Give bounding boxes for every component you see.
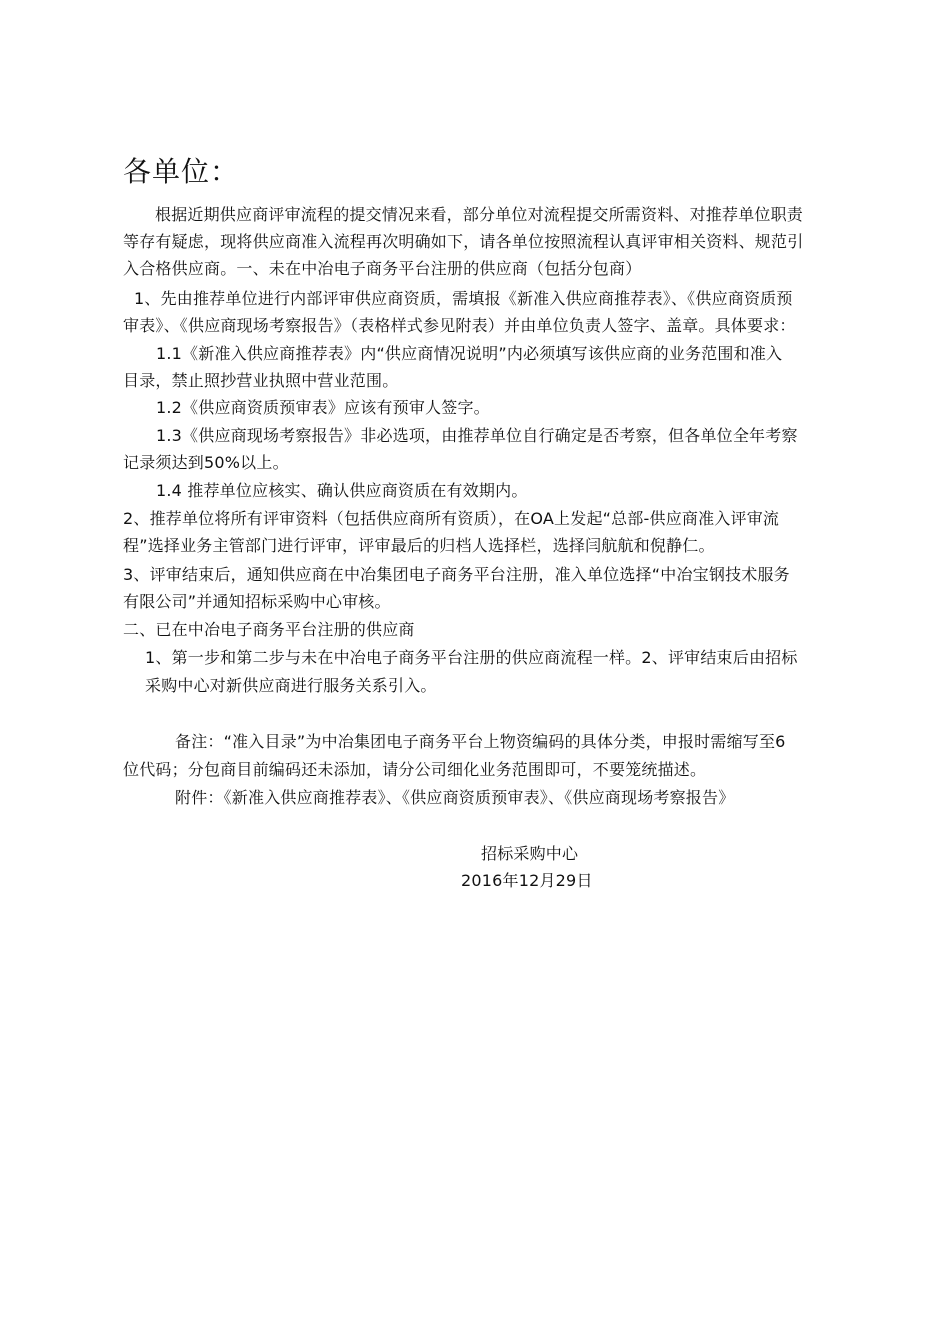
req-1-1-line-2: 目录，禁止照抄营业执照中营业范围。 bbox=[123, 371, 399, 390]
req-1-3-line-1: 1.3《供应商现场考察报告》非必选项，由推荐单位自行确定是否考察，但各单位全年考察 bbox=[156, 426, 798, 445]
section2-body-line-2: 采购中心对新供应商进行服务关系引入。 bbox=[145, 676, 437, 695]
step1-line-2: 审表》、《供应商现场考察报告》（表格样式参见附表）并由单位负责人签字、盖章。具体要求： bbox=[123, 316, 796, 335]
signature-date: 2016年12月29日 bbox=[461, 871, 593, 890]
step3-line-1: 3、评审结束后，通知供应商在中冶集团电子商务平台注册，准入单位选择“中冶宝钢技术服务 bbox=[123, 565, 790, 584]
step2-line-2: 程”选择业务主管部门进行评审，评审最后的归档人选择栏，选择闫航航和倪静仁。 bbox=[123, 536, 715, 555]
req-1-4-line: 1.4 推荐单位应核实、确认供应商资质在有效期内。 bbox=[156, 481, 528, 500]
section2-title: 二、已在中冶电子商务平台注册的供应商 bbox=[123, 620, 415, 639]
req-1-2-line: 1.2《供应商资质预审表》应该有预审人签字。 bbox=[156, 398, 490, 417]
req-1-1-line-1: 1.1《新准入供应商推荐表》内“供应商情况说明”内必须填写该供应商的业务范围和准入 bbox=[156, 344, 783, 363]
step1-line-1: 1、先由推荐单位进行内部评审供应商资质，需填报《新准入供应商推荐表》、《供应商资质预 bbox=[134, 289, 793, 308]
section2-body-line-1: 1、第一步和第二步与未在中冶电子商务平台注册的供应商流程一样。2、评审结束后由招标 bbox=[145, 648, 798, 667]
attachment-line: 附件：《新准入供应商推荐表》、《供应商资质预审表》、《供应商现场考察报告》 bbox=[175, 788, 735, 807]
note-line-1: 备注：“准入目录”为中冶集团电子商务平台上物资编码的具体分类，申报时需缩写至6 bbox=[175, 732, 786, 751]
greeting-heading: 各单位： bbox=[123, 155, 240, 188]
intro-line-2: 等存有疑虑，现将供应商准入流程再次明确如下，请各单位按照流程认真评审相关资料、规范引 bbox=[123, 232, 804, 251]
step3-line-2: 有限公司”并通知招标采购中心审核。 bbox=[123, 592, 391, 611]
signature-org: 招标采购中心 bbox=[481, 844, 579, 863]
intro-line-1: 根据近期供应商评审流程的提交情况来看，部分单位对流程提交所需资料、对推荐单位职责 bbox=[155, 205, 804, 224]
req-1-3-line-2: 记录须达到50%以上。 bbox=[123, 453, 289, 472]
note-line-2: 位代码；分包商目前编码还未添加，请分公司细化业务范围即可，不要笼统描述。 bbox=[123, 760, 707, 779]
step2-line-1: 2、推荐单位将所有评审资料（包括供应商所有资质），在OA上发起“总部-供应商准入评审流 bbox=[123, 509, 780, 528]
intro-line-3: 入合格供应商。一、未在中冶电子商务平台注册的供应商（包括分包商） bbox=[123, 259, 642, 278]
